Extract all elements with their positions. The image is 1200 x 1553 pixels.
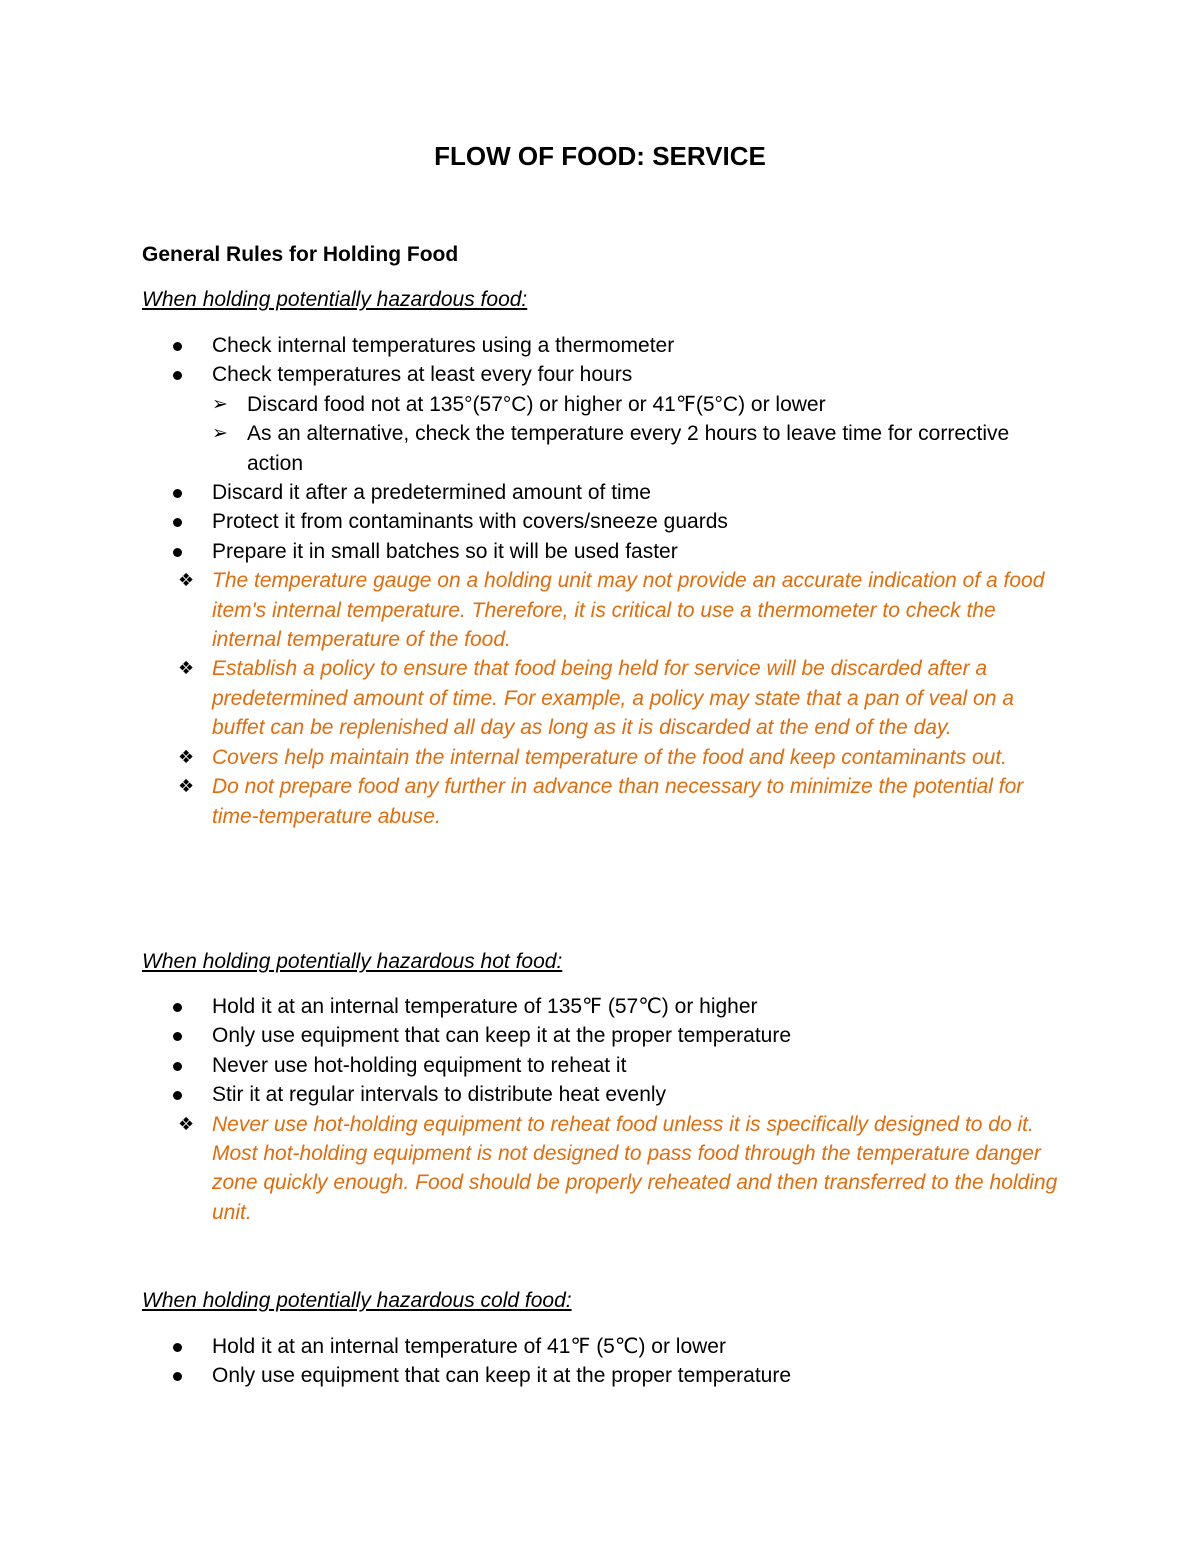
bullet-icon	[173, 1372, 182, 1381]
item-text: Stir it at regular intervals to distribute heat evenly	[212, 1083, 667, 1107]
arrow-bullet-icon: ➢	[212, 423, 228, 445]
list-item	[0, 1080, 1072, 1109]
bullet-icon	[173, 548, 182, 557]
note-item	[0, 743, 1062, 772]
hot-food-intro: When holding potentially hazardous hot food:	[142, 950, 563, 973]
bullet-icon	[173, 1003, 182, 1012]
item-text: Protect it from contaminants with covers/sneeze guards	[212, 510, 728, 534]
diamond-bullet-icon: ❖	[178, 776, 195, 797]
general-intro: When holding potentially hazardous food:	[142, 288, 528, 311]
item-text: Covers help maintain the internal temperature of the food and keep contaminants out.	[212, 745, 1007, 769]
item-text: Hold it at an internal temperature of 135℉ (57℃) or higher	[212, 995, 758, 1018]
diamond-bullet-icon: ❖	[178, 570, 195, 591]
bullet-icon	[173, 1032, 182, 1041]
sub-list-item	[0, 419, 1017, 478]
item-text: Never use hot-holding equipment to reheat food unless it is specifically designed to do it. Most hot-holding equipment is not designed to pass food through the temperature danger zone quickly enough. Food should be properly reheated and then transferred to the holding unit.	[212, 1112, 1058, 1224]
list-item	[0, 507, 1072, 536]
page-title: FLOW OF FOOD: SERVICE	[434, 141, 766, 171]
bullet-icon	[173, 342, 182, 351]
list-item	[0, 992, 1072, 1021]
section-heading: General Rules for Holding Food	[142, 243, 459, 266]
bullet-icon	[173, 1091, 182, 1100]
diamond-bullet-icon: ❖	[178, 658, 195, 679]
cold-food-list	[0, 1332, 1200, 1391]
list-item	[0, 537, 1072, 566]
sub-list-item	[0, 390, 1017, 419]
item-text: Discard it after a predetermined amount of time	[212, 481, 651, 505]
arrow-bullet-icon: ➢	[212, 393, 228, 415]
item-text: Only use equipment that can keep it at the proper temperature	[212, 1024, 792, 1048]
diamond-bullet-icon: ❖	[178, 1113, 195, 1134]
item-text: Establish a policy to ensure that food being held for service will be discarded after a predetermined amount of time. For example, a policy may state that a pan of veal on a buffet can be replenished all day as long as it is discarded at the end of the day.	[212, 657, 1014, 740]
bullet-icon	[173, 1062, 182, 1071]
note-item	[0, 566, 1062, 654]
item-text: Hold it at an internal temperature of 41℉ (5℃) or lower	[212, 1335, 726, 1358]
list-item	[0, 1051, 1072, 1080]
bullet-icon	[173, 489, 182, 498]
list-item	[0, 1021, 1072, 1050]
list-item	[0, 1361, 1072, 1390]
general-list	[0, 331, 1200, 831]
diamond-bullet-icon: ❖	[178, 746, 195, 767]
cold-food-intro: When holding potentially hazardous cold food:	[142, 1289, 572, 1312]
bullet-icon	[173, 518, 182, 527]
item-text: Check temperatures at least every four hours	[212, 363, 633, 387]
bullet-icon	[173, 371, 182, 380]
hot-food-list	[0, 992, 1200, 1227]
item-text: Prepare it in small batches so it will be used faster	[212, 539, 678, 563]
item-text: Only use equipment that can keep it at the proper temperature	[212, 1364, 792, 1388]
list-item	[0, 1332, 1072, 1361]
list-item	[0, 331, 1072, 360]
item-text: Discard food not at 135°(57°C) or higher or 41℉(5°C) or lower	[247, 392, 826, 416]
note-item	[0, 772, 1062, 831]
item-text: Do not prepare food any further in advance than necessary to minimize the potential for time-temperature abuse.	[212, 775, 1024, 828]
list-item	[0, 360, 1072, 389]
item-text: Never use hot-holding equipment to reheat it	[212, 1053, 627, 1077]
list-item	[0, 478, 1072, 507]
item-text: The temperature gauge on a holding unit may not provide an accurate indication of a food item's internal temperature. Therefore, it is critical to use a thermometer to check the internal temperature of the food.	[212, 569, 1045, 652]
item-text: Check internal temperatures using a thermometer	[212, 334, 675, 357]
bullet-icon	[173, 1343, 182, 1352]
item-text: As an alternative, check the temperature every 2 hours to leave time for corrective action	[247, 422, 1010, 475]
note-item	[0, 1110, 1062, 1228]
note-item	[0, 654, 1062, 742]
